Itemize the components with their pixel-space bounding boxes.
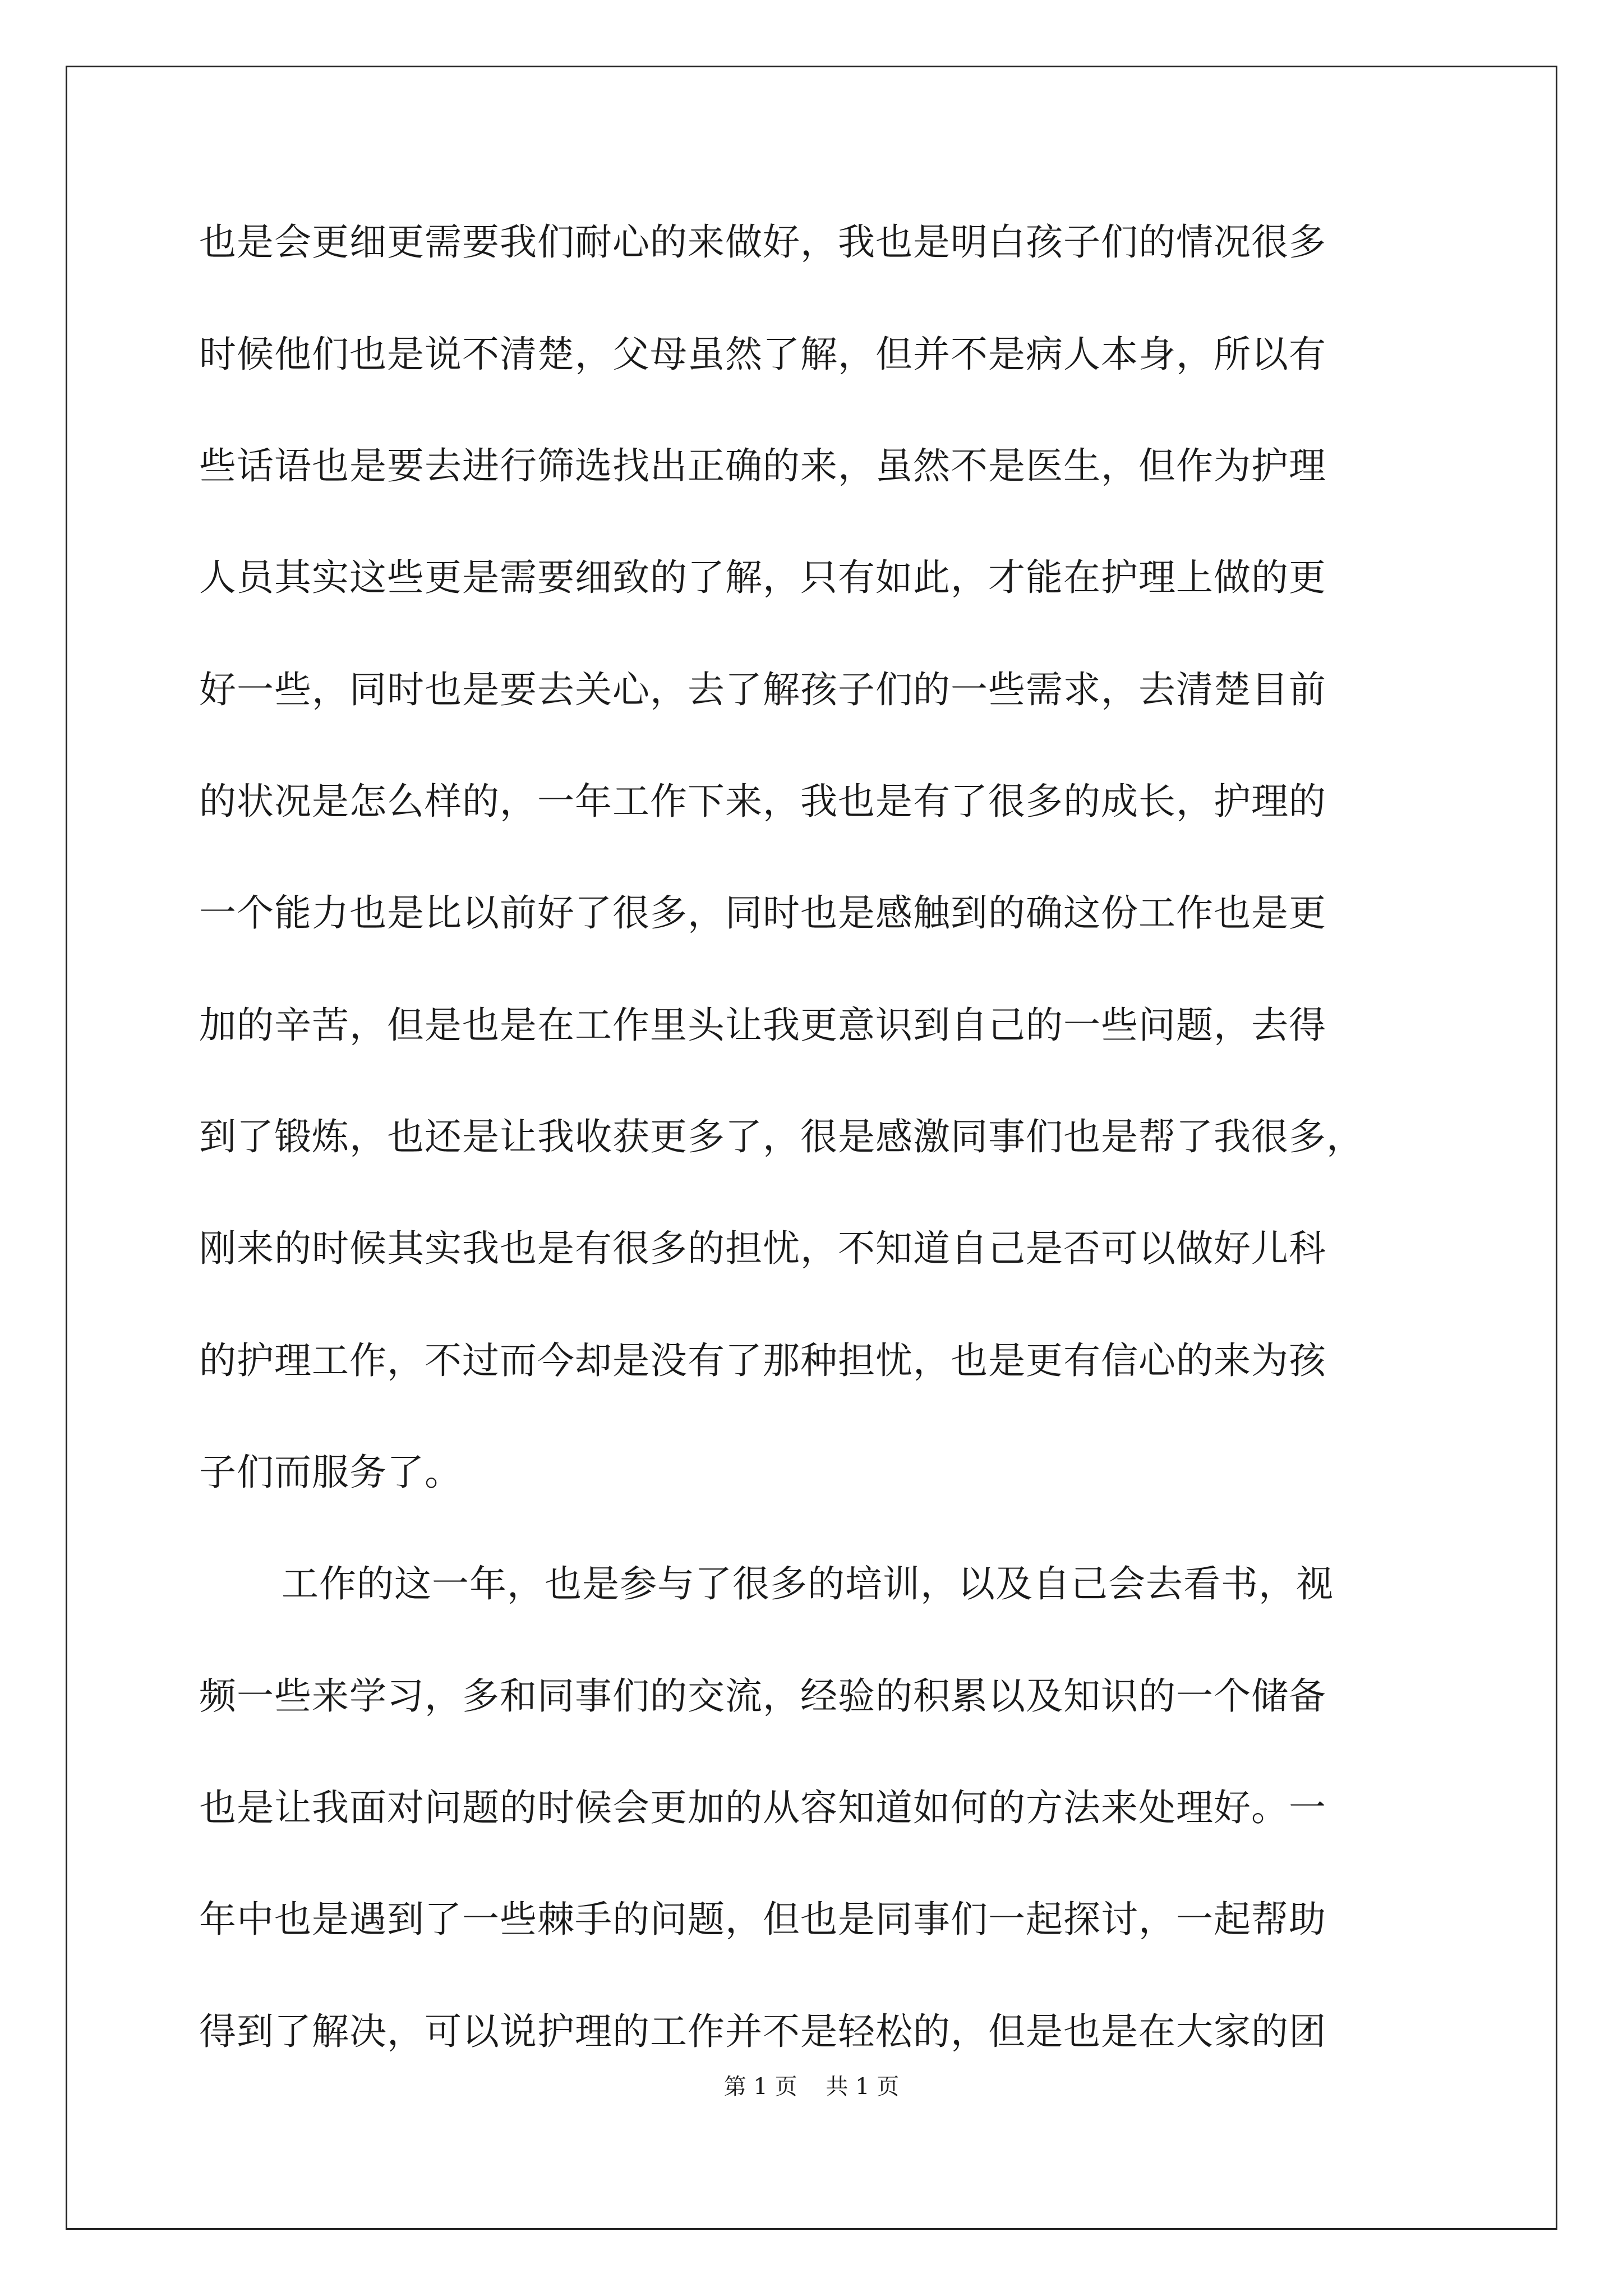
text-line: 也是会更细更需要我们耐心的来做好，我也是明白孩子们的情况很多 xyxy=(199,220,1326,264)
text-line: 一个能力也是比以前好了很多，同时也是感触到的确这份工作也是更 xyxy=(199,891,1326,935)
text-line: 时候他们也是说不清楚，父母虽然了解，但并不是病人本身，所以有 xyxy=(199,333,1326,376)
text-line: 好一些，同时也是要去关心，去了解孩子们的一些需求，去清楚目前 xyxy=(199,668,1326,711)
text-line: 些话语也是要去进行筛选找出正确的来，虽然不是医生，但作为护理 xyxy=(199,444,1326,487)
text-line: 的护理工作，不过而今却是没有了那种担忧，也是更有信心的来为孩 xyxy=(199,1339,1326,1382)
page-footer: 第 1 页 共 1 页 xyxy=(723,2074,900,2100)
text-line: 频一些来学习，多和同事们的交流，经验的积累以及知识的一个储备 xyxy=(199,1674,1326,1718)
text-line: 刚来的时候其实我也是有很多的担忧，不知道自己是否可以做好儿科 xyxy=(199,1227,1326,1270)
text-line: 加的辛苦，但是也是在工作里头让我更意识到自己的一些问题，去得 xyxy=(199,1004,1326,1047)
text-line: 得到了解决，可以说护理的工作并不是轻松的，但是也是在大家的团 xyxy=(199,2010,1326,2053)
text-line: 的状况是怎么样的，一年工作下来，我也是有了很多的成长，护理的 xyxy=(199,780,1326,823)
text-line: 人员其实这些更是需要细致的了解，只有如此，才能在护理上做的更 xyxy=(199,556,1326,599)
text-line: 到了锻炼，也还是让我收获更多了，很是感激同事们也是帮了我很多， xyxy=(199,1115,1364,1158)
text-line: 年中也是遇到了一些棘手的问题，但也是同事们一起探讨，一起帮助 xyxy=(199,1898,1326,1941)
text-line: 子们而服务了。 xyxy=(199,1451,462,1494)
paragraph-start-line: 工作的这一年，也是参与了很多的培训，以及自己会去看书，视 xyxy=(282,1562,1334,1605)
text-line: 也是让我面对问题的时候会更加的从容知道如何的方法来处理好。一 xyxy=(199,1786,1326,1829)
